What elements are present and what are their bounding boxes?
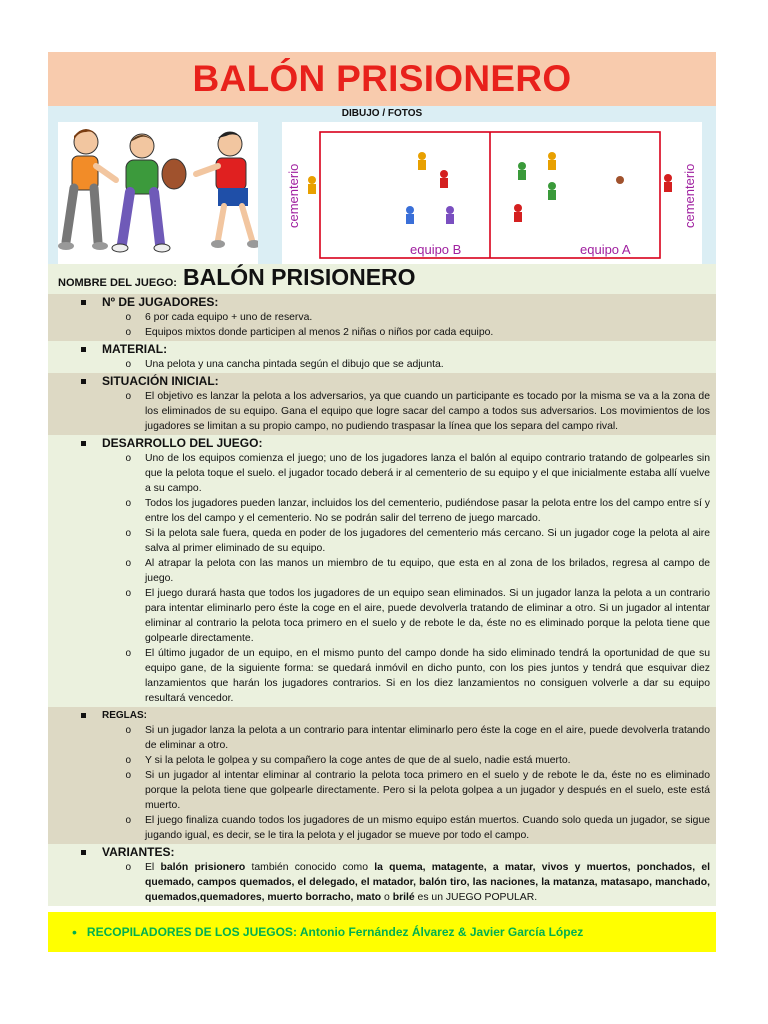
game-name-label: NOMBRE DEL JUEGO: [58,277,177,289]
game-name: BALÓN PRISIONERO [182,264,416,290]
drawing-band [48,106,716,264]
list-item: Y si la pelota le golpea y su compañero la coge antes de que de al suelo, nadie está muerto. [145,755,571,766]
list-item: Equipos mixtos donde participen al menos 2 niñas o niños por cada equipo. [145,327,494,338]
list-item: El juego finaliza cuando todos los jugadores de un mismo equipo están muertos. Cuando solo queda un jugador, se sigue jugando igual, es decir, se le tira la pelota y el jugador se mueve por todo el campo. [145,815,710,841]
field-diagram [282,122,702,264]
compilers-band [48,912,716,952]
list-item: Una pelota y una cancha pintada según el dibujo que se adjunta. [145,359,444,370]
team-b-label: equipo B [410,242,462,257]
drawing-label: DIBUJO / FOTOS [341,108,423,119]
title-band [48,52,716,106]
initial-heading: SITUACIÓN INICIAL: [102,374,219,388]
list-item: El último jugador de un equipo, en el mismo punto del campo donde ha sido eliminado tendrá la oportunidad de que su equipo gane, de la siguiente forma: se quedará inmóvil en dicho punto, con los pies juntos y tendrá que esquivar diez lanzamientos que harán los jugadores contrarios. Si en los diez lanzamientos no consiguen volverle a dar su equipo resultará vencedor. [145,648,710,704]
section-variants: VARIANTES: o El balón prisionero también conocido como la quema, matagente, a matar, vivos y muertos, ponchados, el quemado, campos quemados, el delegado, el matador, balón tiro, las naciones, la matanza, matasapo, manchado, quemados,quemadores, muerto borracho, mato o brilé es un JUEGO POPULAR. [48,844,716,906]
section-material: MATERIAL: o Una pelota y una cancha pintada según el dibujo que se adjunta. [48,341,716,373]
bullet-icon: • [72,924,77,940]
section-rules: REGLAS: o Si un jugador lanza la pelota a un contrario para intentar eliminarlo pero éste la coge en el aire, puede devolverla tratando de eliminar a otro. o Y si la pelota le golpea y su compañero la coge antes de que de al suelo, nadie está muerto. o Si un jugador al intentar eliminar al contrario la pelota toca primero en el suelo y de rebote le da, éste no es eliminado porque la pelota tiene que golpearle directamente. Pero si la pelota golpea a un jugador y después en el suelo, este está muerto. o El juego finaliza cuando todos los jugadores de un mismo equipo están muertos. Cuando solo queda un jugador, se sigue jugando igual, es decir, se le tira la pelota y el jugador se mueve por todo el campo. [48,707,716,844]
section-development: DESARROLLO DEL JUEGO: o Uno de los equipos comienza el juego; uno de los jugadores lanza el balón al equipo contrario tratando de golpearles sin que la pelota toque el suelo. el jugador tocado deberá ir al cementerio de su equipo y el que inicialmente estaba allí vuelve a su campo. o Todos los jugadores pueden lanzar, incluidos los del cementerio, pudiéndose pasar la pelota entre los del campo entre sí y entre los del campo y el cementerio. No se podrán salir del terreno de juego marcado. o Si la pelota sale fuera, queda en poder de los jugadores del cementerio más cercano. Si un jugador coge la pelota al aire salva al primer eliminado de su equipo. o Al atrapar la pelota con las manos un miembro de tu equipo, que esta en al zona de los brilados, regresa al campo de juego. o El juego durará hasta que todos los jugadores de un equipo sean eliminados. Si un jugador lanza la pelota a un contrario para intentar eliminarlo pero éste la coge en el aire, puede devolverla tratando de eliminar a otro. Si un jugador al intentar eliminar al contrario la pelota toca primero en el suelo y de rebote le da, éste no es eliminado porque la pelota tiene que golpearle directamente. o El último jugador de un equipo, en el mismo punto del campo donde ha sido eliminado tendrá la oportunidad de que su equipo gane, de la siguiente forma: se quedará inmóvil en dicho punto, con los pies juntos y tendrá que esquivar diez lanzamientos que harán los jugadores contrarios. Si en los diez lanzamientos no consiguen volverle a dar su equipo resultará vencedor. [48,435,716,707]
section-initial: SITUACIÓN INICIAL: o El objetivo es lanzar la pelota a los adversarios, ya que cuando un participante es tocado por la misma se va a la zona de los eliminados de su equipo. Gana el equipo que logre sacar del campo a todos sus adversarios. Los movimientos de los jugadores se limitan a su propio campo, no pudiendo traspasar la línea que los separa del campo rival. [48,373,716,435]
cemetery-right-label: cementerio [682,163,697,228]
list-item: 6 por cada equipo + uno de reserva. [145,312,313,323]
page-title: BALÓN PRISIONERO [192,58,572,99]
compilers-text: RECOPILADORES DE LOS JUEGOS: Antonio Fernández Álvarez & Javier García López [86,925,584,939]
kid-orange-figure [58,129,116,250]
game-sheet [48,52,716,952]
list-item: Al atrapar la pelota con las manos un miembro de tu equipo, que esta en al zona de los brilados, regresa al campo de juego. [145,558,710,584]
team-a-label: equipo A [580,242,631,257]
kid-red-figure [196,132,258,248]
list-item: El juego durará hasta que todos los jugadores de un equipo sean eliminados. Si un jugador lanza la pelota a un contrario para intentar eliminarlo pero éste la coge en el aire, puede devolverla tratando de eliminar a otro. Si un jugador al intentar eliminar al contrario la pelota toca primero en el suelo y de rebote le da, éste no es eliminado porque la pelota tiene que golpearle directamente. [145,588,710,644]
list-item: Si la pelota sale fuera, queda en poder de los jugadores del cementerio más cercano. Si un jugador coge la pelota al aire salva al primer eliminado de su equipo. [145,528,710,554]
list-item: Todos los jugadores pueden lanzar, incluidos los del cementerio, pudiéndose pasar la pelota entre los del campo entre sí y entre los del campo y el cementerio. No se podrán salir del terreno de juego marcado. [145,498,710,524]
cemetery-left-label: cementerio [286,163,301,228]
list-item: Si un jugador lanza la pelota a un contrario para intentar eliminarlo pero éste la coge en el aire, puede devolverla tratando de eliminar a otro. [145,725,710,751]
list-item: Uno de los equipos comienza el juego; uno de los jugadores lanza el balón al equipo contrario tratando de golpearles sin que la pelota toque el suelo. el jugador tocado deberá ir al cementerio de su equipo y el que inicialmente estaba allí vuelve a su campo. [145,453,710,494]
list-item: El objetivo es lanzar la pelota a los adversarios, ya que cuando un participante es tocado por la misma se va a la zona de los eliminados de su equipo. Gana el equipo que logre sacar del campo a todos sus adversarios. Los movimientos de los jugadores se limitan a su propio campo, no pudiendo traspasar la línea que los separa del campo rival. [145,391,710,432]
ball-illustration [162,159,186,189]
players-heading: Nº DE JUGADORES: [102,295,219,309]
section-players: Nº DE JUGADORES: o 6 por cada equipo + uno de reserva. o Equipos mixtos donde participen al menos 2 niñas o niños por cada equipo. [48,294,716,341]
material-heading: MATERIAL: [102,342,168,356]
variants-text: El balón prisionero también conocido como la quema, matagente, a matar, vivos y muertos, ponchados, el quemado, campos quemados, el delegado, el matador, balón tiro, las naciones, la matanza, matasapo, manchado, quemados,quemadores, muerto borracho, mato o brilé es un JUEGO POPULAR. [145,862,710,903]
rules-heading: REGLAS: [102,710,147,721]
development-heading: DESARROLLO DEL JUEGO: [102,436,263,450]
kid-green-figure [112,134,170,252]
players-illustration [58,122,258,264]
variants-heading: VARIANTES: [102,845,175,859]
list-item: Si un jugador al intentar eliminar al contrario la pelota toca primero en el suelo y de rebote le da, éste no es eliminado porque la pelota tiene que golpearle directamente. Pero si la pelota golpea a un jugador y después en el suelo, este está muerto. [145,770,710,811]
game-name-row [48,264,716,294]
